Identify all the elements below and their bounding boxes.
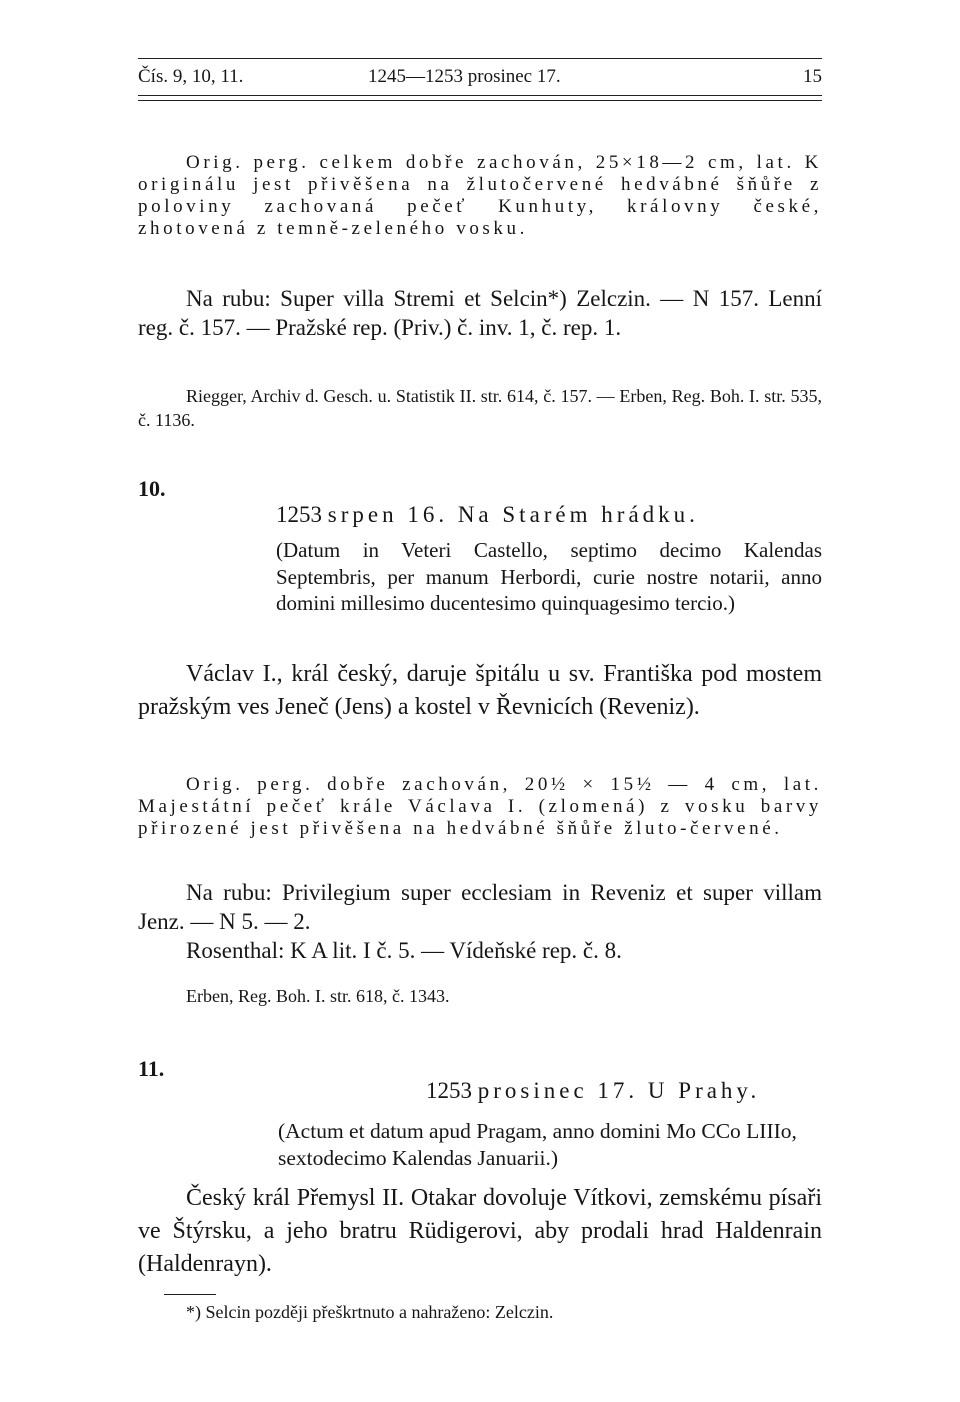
footnote-rule: [164, 1294, 216, 1295]
footnote: *) Selcin později přeškrtnuto a nahraženo: Zelczin.: [186, 1302, 554, 1322]
doc10-dating-clause: (Datum in Veteri Castello, septimo decimo Kalendas Septembris, per manum Herbordi, curie nostre notarii, anno domini millesimo ducentesimo quinquagesimo tercio.): [276, 538, 822, 615]
header-doc-numbers: Čís. 9, 10, 11.: [138, 66, 244, 87]
doc10-literature: Erben, Reg. Boh. I. str. 618, č. 1343.: [186, 986, 450, 1006]
doc10-year: 1253: [276, 502, 322, 527]
doc11-dating-clause: (Actum et datum apud Pragam, anno domini Mo CCo LIIIo, sextodecimo Kalendas Januarii.): [278, 1119, 797, 1170]
page-number: 15: [803, 66, 822, 87]
doc11-year: 1253: [426, 1078, 472, 1103]
header-rule-top: [138, 58, 822, 59]
doc9-verso: Na rubu: Super villa Stremi et Selcin*) Zelczin. — N 157. Lenní reg. č. 157. — Pražské rep. (Priv.) č. inv. 1, č. rep. 1.: [138, 286, 822, 340]
doc11-heading: [426, 1078, 822, 1104]
running-header: [138, 66, 822, 90]
doc9-literature: Riegger, Archiv d. Gesch. u. Statistik II. str. 614, č. 157. — Erben, Reg. Boh. I. str. 535, č. 1136.: [138, 386, 822, 430]
doc11-regest: Český král Přemysl II. Otakar dovoluje Vítkovi, zemskému písaři ve Štýrsku, a jeho bratru Rüdigerovi, aby prodali hrad Haldenrain (Haldenrayn).: [138, 1185, 822, 1277]
doc10-regest: Václav I., král český, daruje špitálu u sv. Františka pod mostem pražským ves Jeneč (Jens) a kostel v Řevnicích (Reveniz).: [138, 661, 822, 720]
doc10-description: Orig. perg. dobře zachován, 20½ × 15½ — 4 cm, lat. Majestátní pečeť krále Václava I. (zlomená) z vosku barvy přirozené jest přivěšena na hedvábné šňůře žluto-červené.: [138, 774, 822, 839]
header-rule-bottom-2: [138, 100, 822, 101]
doc11-number: 11.: [138, 1056, 165, 1081]
doc10-date-place: srpen 16. Na Starém hrádku.: [327, 502, 699, 527]
doc10-heading: [276, 502, 822, 528]
header-rule-bottom: [138, 95, 822, 96]
doc11-date-place: prosinec 17. U Prahy.: [477, 1078, 761, 1103]
doc9-description: Orig. perg. celkem dobře zachován, 25×18—2 cm, lat. K originálu jest přivěšena na žlutočervené hedvábné šňůře z poloviny zachovaná pečeť Kunhuty, královny české, zhotovená z temně-zeleného vosku.: [138, 152, 822, 239]
doc10-rosenthal: Rosenthal: K A lit. I č. 5. — Vídeňské rep. č. 8.: [186, 938, 622, 963]
doc10-verso: Na rubu: Privilegium super ecclesiam in Reveniz et super villam Jenz. — N 5. — 2.: [138, 880, 822, 934]
doc10-number: 10.: [138, 476, 166, 501]
header-date-range: 1245—1253 prosinec 17.: [368, 66, 561, 87]
